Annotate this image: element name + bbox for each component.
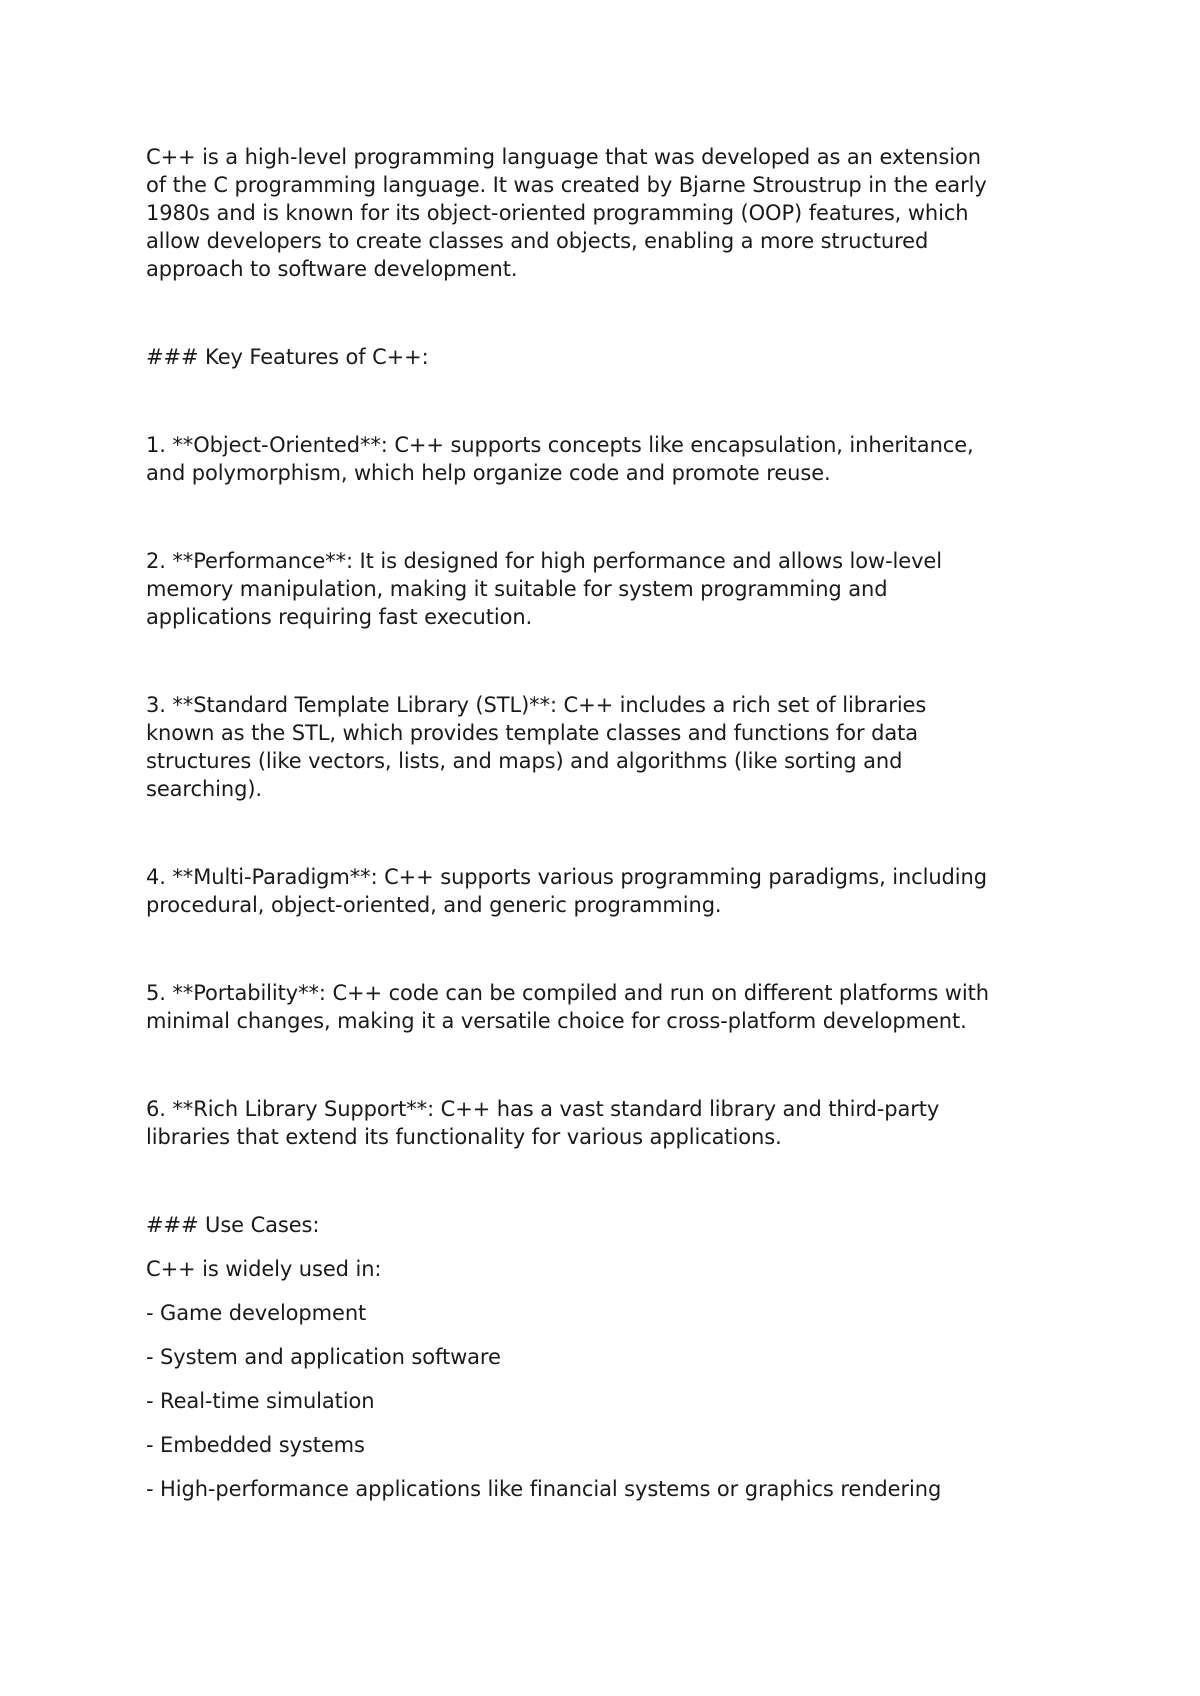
features-heading: ### Key Features of C++: <box>146 345 429 369</box>
feature-item-portability: 5. **Portability**: C++ code can be compiled and run on different platforms with minimal changes, making it a versatile choice for cross-platform development. <box>146 981 989 1033</box>
use-case-item: - Game development <box>146 1301 367 1325</box>
document-page <box>146 143 1066 1519</box>
feature-item-rich-library-support: 6. **Rich Library Support**: C++ has a vast standard library and third-party libraries that extend its functionality for various applications. <box>146 1097 940 1149</box>
use-cases-heading: ### Use Cases: <box>146 1213 320 1237</box>
feature-item-multi-paradigm: 4. **Multi-Paradigm**: C++ supports various programming paradigms, including procedural, object-oriented, and generic programming. <box>146 865 987 917</box>
use-case-item: - High-performance applications like financial systems or graphics rendering <box>146 1477 942 1501</box>
feature-item-object-oriented: 1. **Object-Oriented**: C++ supports concepts like encapsulation, inheritance, and polymorphism, which help organize code and promote reuse. <box>146 433 974 485</box>
use-case-item: - Real-time simulation <box>146 1389 375 1413</box>
use-case-item: - System and application software <box>146 1345 501 1369</box>
use-case-item: - Embedded systems <box>146 1433 365 1457</box>
intro-paragraph: C++ is a high-level programming language that was developed as an extension of the C programming language. It was created by Bjarne Stroustrup in the early 1980s and is known for its object-oriented programming (OOP) features, which allow developers to create classes and objects, enabling a more structured approach to software development. <box>146 145 987 281</box>
feature-item-stl: 3. **Standard Template Library (STL)**: C++ includes a rich set of libraries known as the STL, which provides template classes and functions for data structures (like vectors, lists, and maps) and algorithms (like sorting and searching). <box>146 693 927 801</box>
use-cases-lead: C++ is widely used in: <box>146 1257 382 1281</box>
feature-item-performance: 2. **Performance**: It is designed for high performance and allows low-level memory manipulation, making it suitable for system programming and applications requiring fast execution. <box>146 549 942 629</box>
